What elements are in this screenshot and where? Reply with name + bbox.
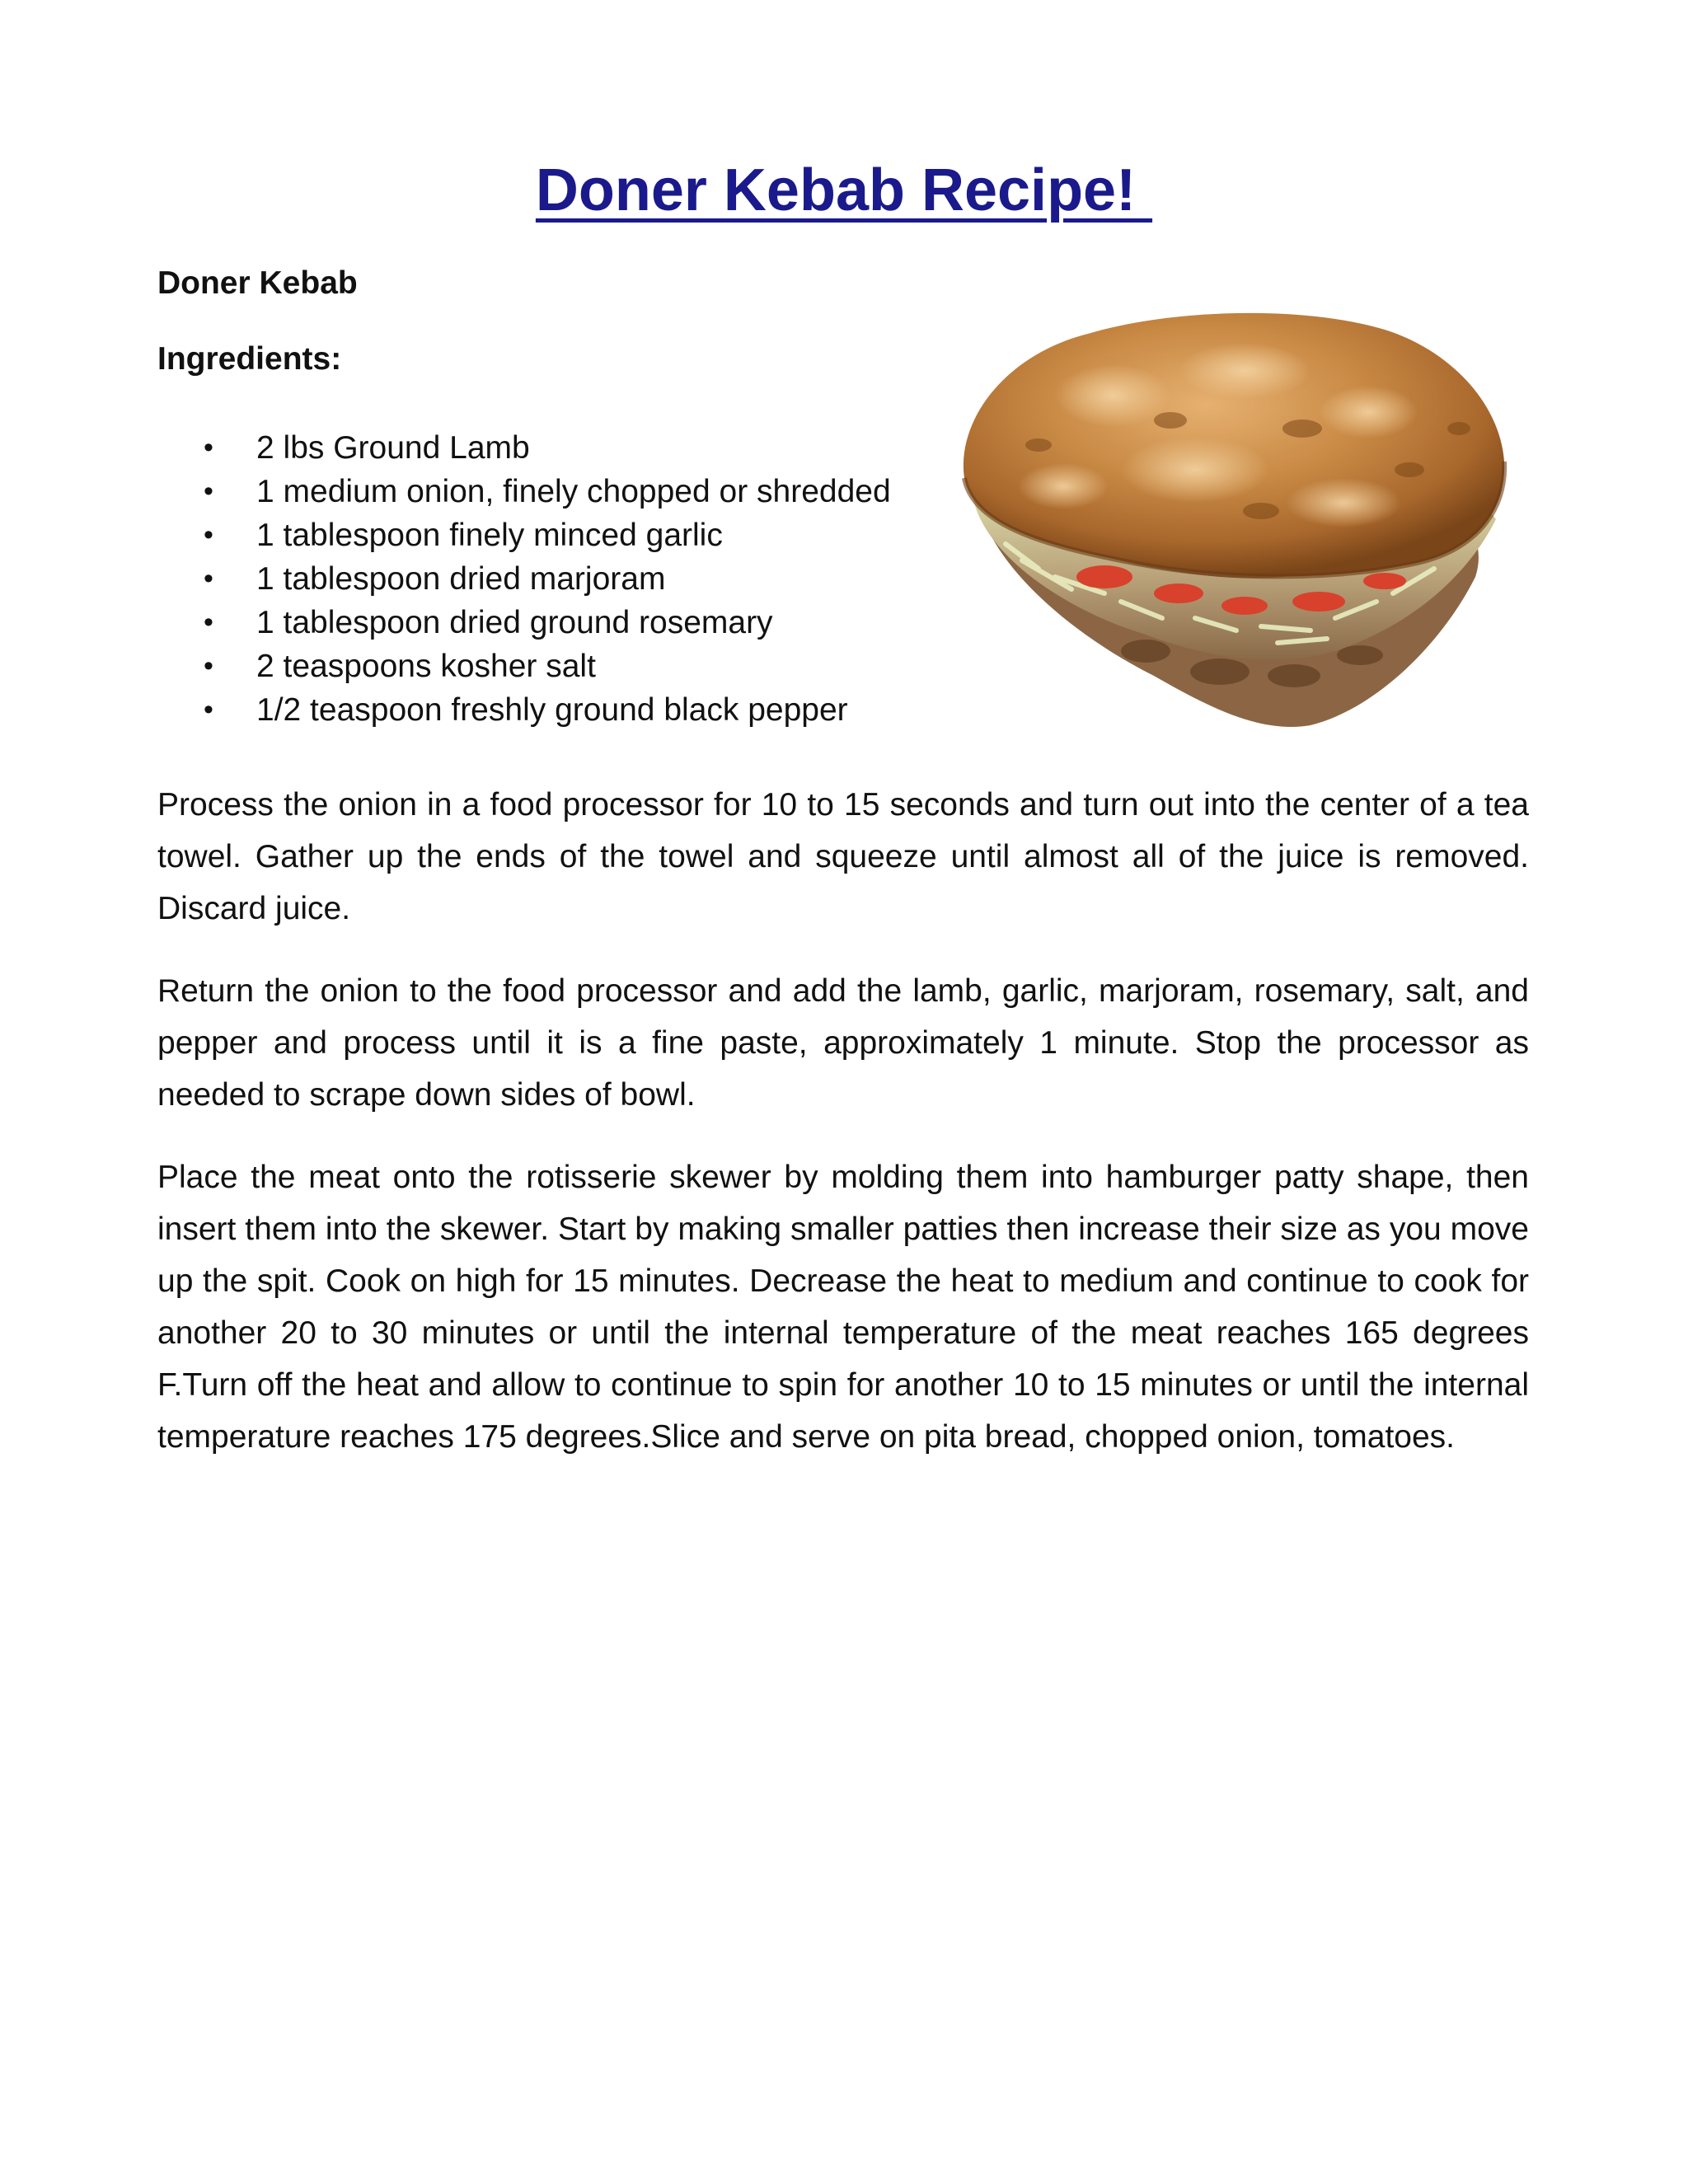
bullet-icon: • <box>204 519 213 551</box>
ingredient-text: 1 tablespoon dried marjoram <box>256 561 666 597</box>
bullet-icon: • <box>204 650 213 682</box>
list-item <box>157 601 965 644</box>
ingredient-text: 2 teaspoons kosher salt <box>256 649 596 684</box>
bullet-icon: • <box>204 694 213 725</box>
list-item <box>157 688 965 732</box>
recipe-name: Doner Kebab <box>157 265 358 301</box>
instruction-paragraph: Place the meat onto the rotisserie skewer by molding them into hamburger patty shape, then insert them into the skewer. Start by making smaller patties then increase their size as you move up the spit. Cook on high for 15 minutes. Decrease the heat to medium and continue to cook for another 20 to 30 minutes or until the internal temperature of the meat reaches 165 degrees F.Turn off the heat and allow to continue to spin for another 10 to 15 minutes or until the internal temperature reaches 175 degrees.Slice and serve on pita bread, chopped onion, tomatoes. <box>157 1160 1529 1455</box>
bullet-icon: • <box>204 476 213 507</box>
ingredients-heading: Ingredients: <box>157 341 342 377</box>
ingredient-text: 1 medium onion, finely chopped or shredded <box>256 474 891 509</box>
instruction-paragraph: Return the onion to the food processor and add the lamb, garlic, marjoram, rosemary, salt, and pepper and process until it is a fine paste, approximately 1 minute. Stop the processor as needed to scrape down sides of bowl. <box>157 973 1529 1113</box>
bullet-icon: • <box>204 432 213 463</box>
kebab-image <box>948 305 1517 733</box>
ingredient-text: 1/2 teaspoon freshly ground black pepper <box>256 692 848 728</box>
bullet-icon: • <box>204 563 213 594</box>
list-item <box>157 513 965 557</box>
ingredient-list <box>157 426 965 732</box>
list-item <box>157 644 965 688</box>
ingredient-text: 1 tablespoon dried ground rosemary <box>256 605 773 640</box>
instruction-paragraph: Process the onion in a food processor for 10 to 15 seconds and turn out into the center of a tea towel. Gather up the ends of the towel and squeeze until almost all of the juice is removed. Discard juice. <box>157 787 1529 926</box>
list-item <box>157 470 965 513</box>
page-title: Doner Kebab Recipe! <box>535 157 1153 223</box>
list-item <box>157 426 965 470</box>
ingredient-text: 2 lbs Ground Lamb <box>256 430 530 466</box>
bullet-icon: • <box>204 607 213 638</box>
list-item <box>157 557 965 601</box>
ingredient-text: 1 tablespoon finely minced garlic <box>256 518 723 553</box>
